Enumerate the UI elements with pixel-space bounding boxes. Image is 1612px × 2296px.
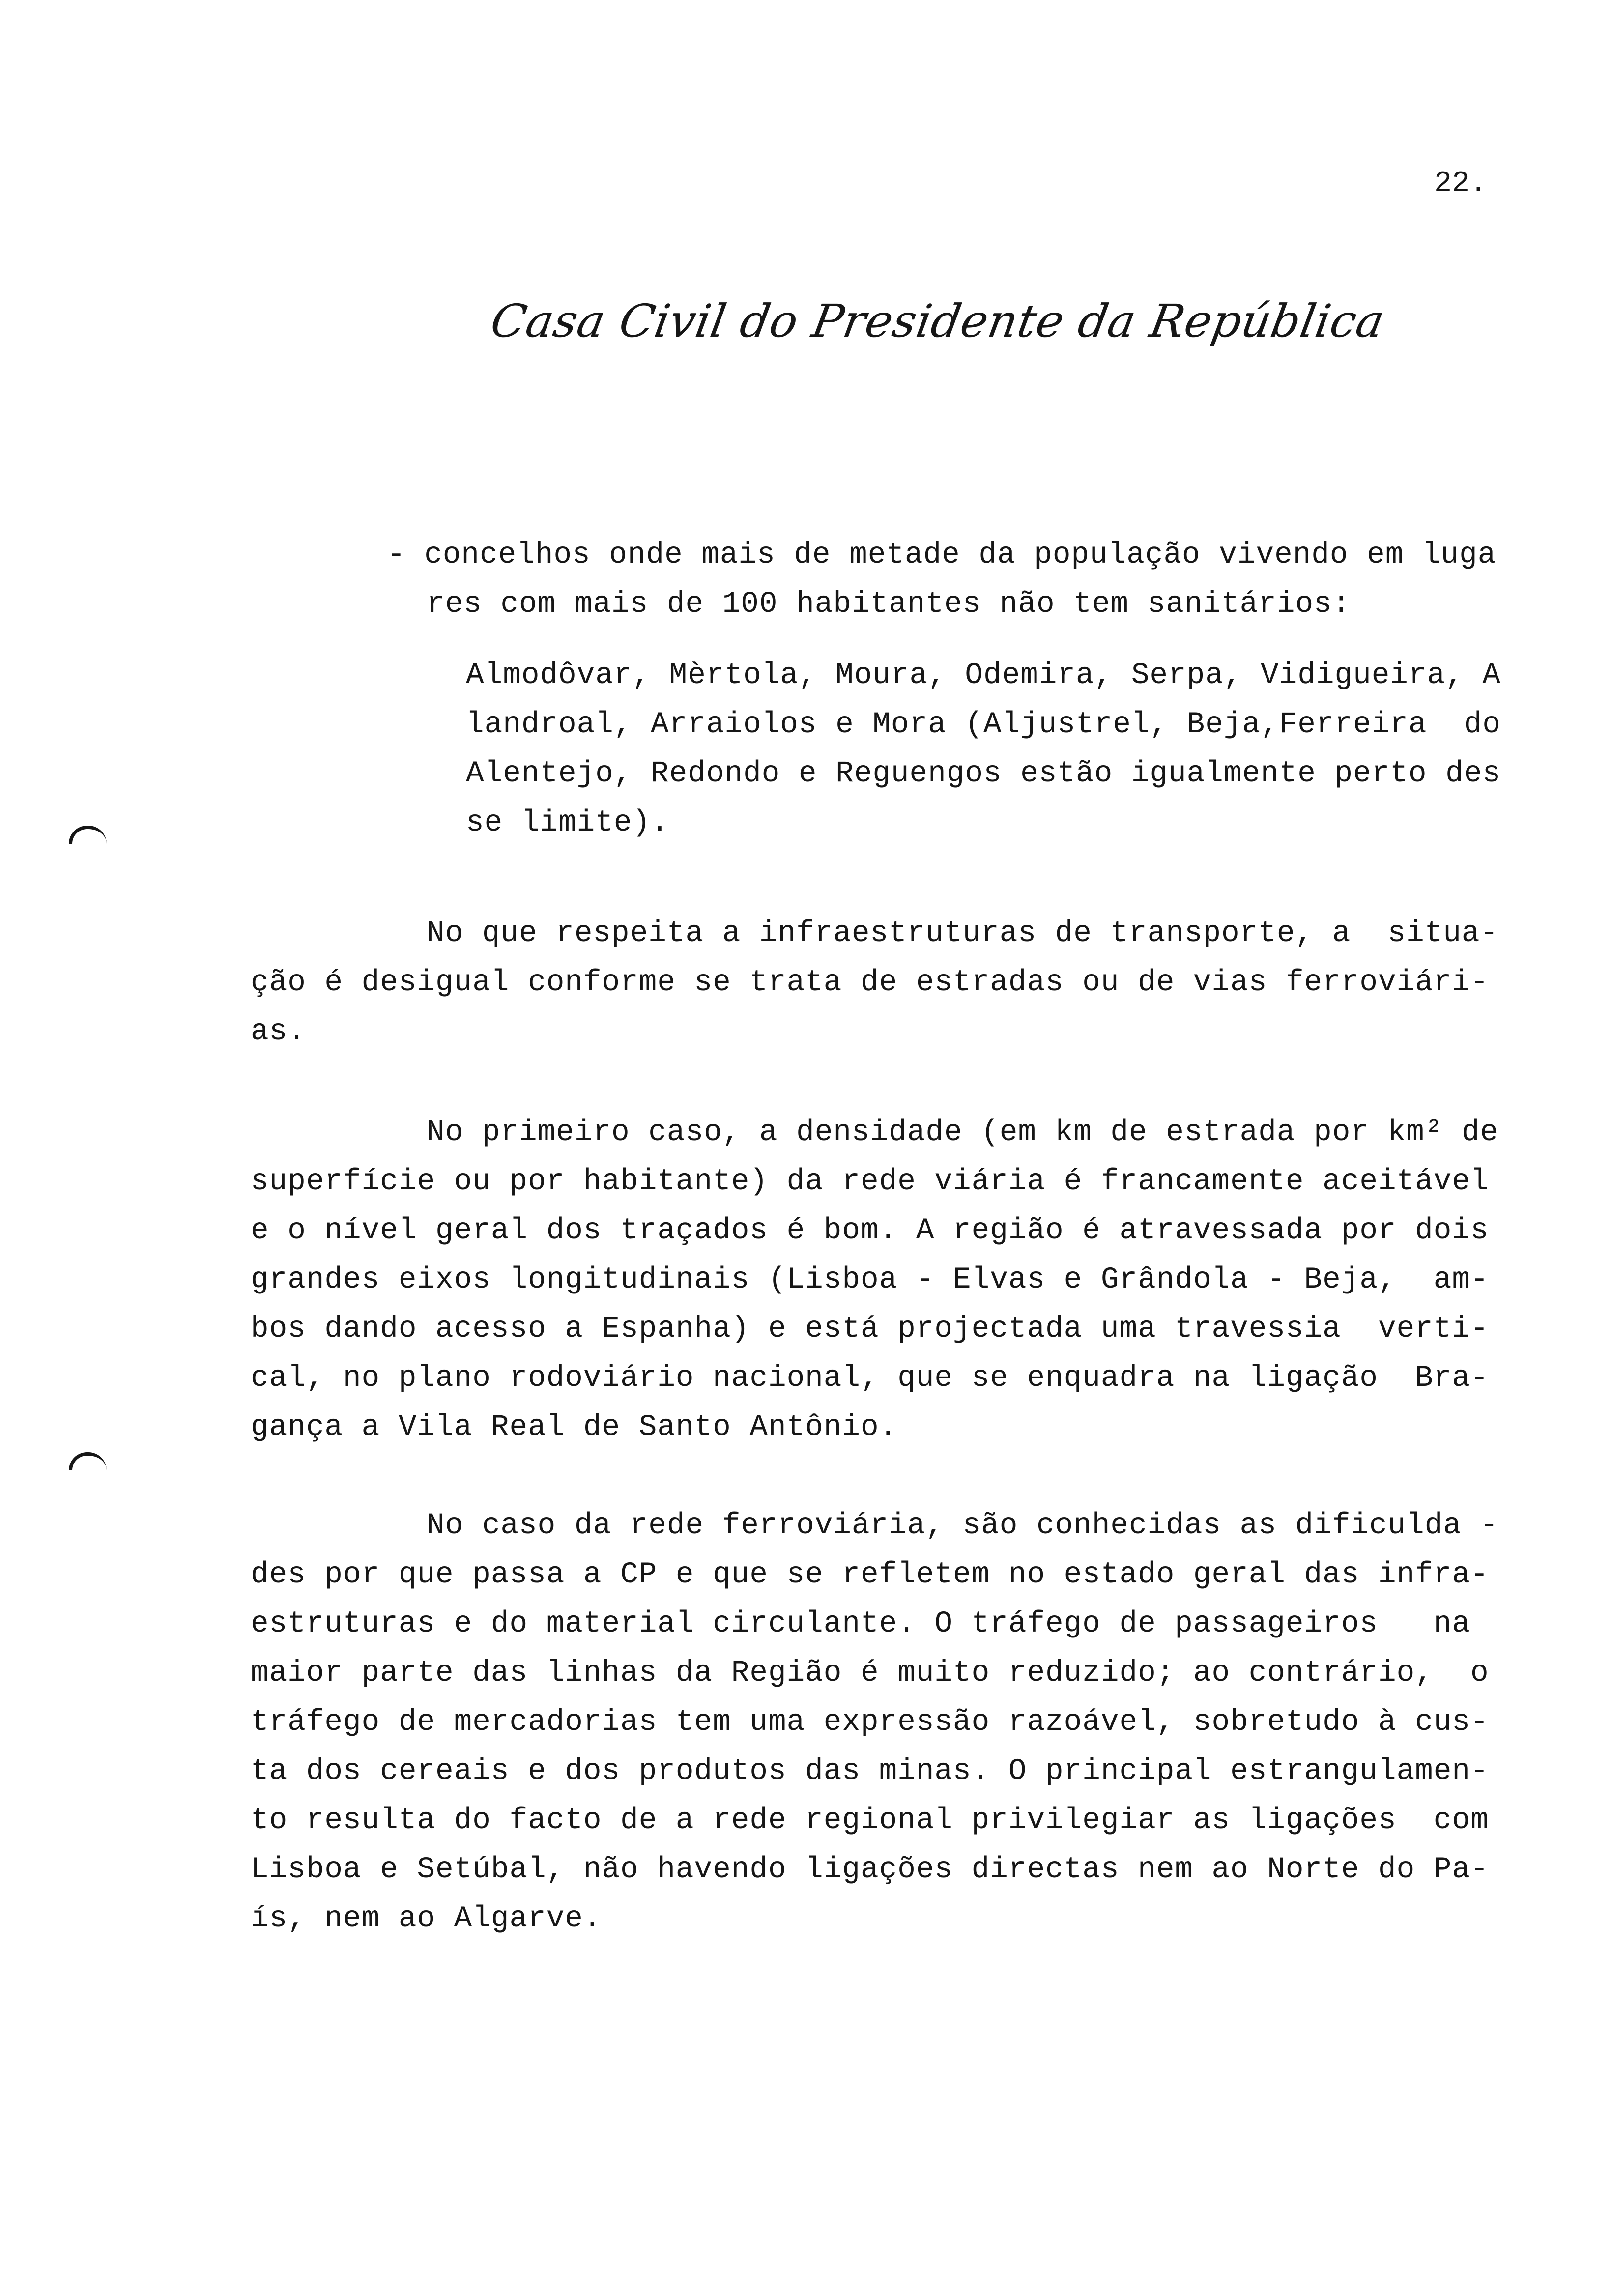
body-line: tráfego de mercadorias tem uma expressão razoável, sobretudo à cus- <box>251 1705 1489 1739</box>
body-line: maior parte das linhas da Região é muito reduzido; ao contrário, o <box>251 1656 1489 1690</box>
indented-line: landroal, Arraiolos e Mora (Aljustrel, Beja,Ferreira do <box>466 708 1501 742</box>
bullet-line: - concelhos onde mais de metade da população vivendo em luga <box>387 538 1497 572</box>
letterhead: Casa Civil do Presidente da República <box>487 295 1389 347</box>
indented-line: Alentejo, Redondo e Reguengos estão igualmente perto des <box>466 757 1501 791</box>
body-line: bos dando acesso a Espanha) e está projectada uma travessia verti- <box>251 1312 1489 1346</box>
page-number: 22. <box>1434 167 1488 201</box>
bullet-line: res com mais de 100 habitantes não tem sanitários: <box>427 587 1351 621</box>
body-line: ção é desigual conforme se trata de estradas ou de vias ferroviári- <box>251 966 1489 1000</box>
body-line: No caso da rede ferroviária, são conhecidas as dificulda - <box>427 1509 1499 1543</box>
binder-hole-mark <box>69 1452 107 1470</box>
indented-line: Almodôvar, Mèrtola, Moura, Odemira, Serpa, Vidigueira, A <box>466 659 1501 692</box>
body-line: e o nível geral dos traçados é bom. A região é atravessada por dois <box>251 1214 1489 1248</box>
body-line: No primeiro caso, a densidade (em km de estrada por km² de <box>427 1116 1499 1149</box>
body-line: superfície ou por habitante) da rede viária é francamente aceitável <box>251 1165 1489 1199</box>
body-line: des por que passa a CP e que se refletem no estado geral das infra- <box>251 1558 1489 1592</box>
indented-line: se limite). <box>466 806 669 840</box>
binder-hole-mark <box>69 826 107 844</box>
body-line: estruturas e do material circulante. O tráfego de passageiros na <box>251 1607 1470 1641</box>
body-line: grandes eixos longitudinais (Lisboa - Elvas e Grândola - Beja, am- <box>251 1263 1489 1297</box>
body-line: No que respeita a infraestruturas de transporte, a situa- <box>427 917 1499 950</box>
body-line: gança a Vila Real de Santo Antônio. <box>251 1410 898 1444</box>
body-line: ís, nem ao Algarve. <box>251 1902 602 1936</box>
body-line: cal, no plano rodoviário nacional, que se enquadra na ligação Bra- <box>251 1361 1489 1395</box>
body-line: to resulta do facto de a rede regional privilegiar as ligações com <box>251 1804 1489 1837</box>
body-line: as. <box>251 1015 306 1049</box>
body-line: Lisboa e Setúbal, não havendo ligações directas nem ao Norte do Pa- <box>251 1853 1489 1887</box>
body-line: ta dos cereais e dos produtos das minas. O principal estrangulamen- <box>251 1754 1489 1788</box>
